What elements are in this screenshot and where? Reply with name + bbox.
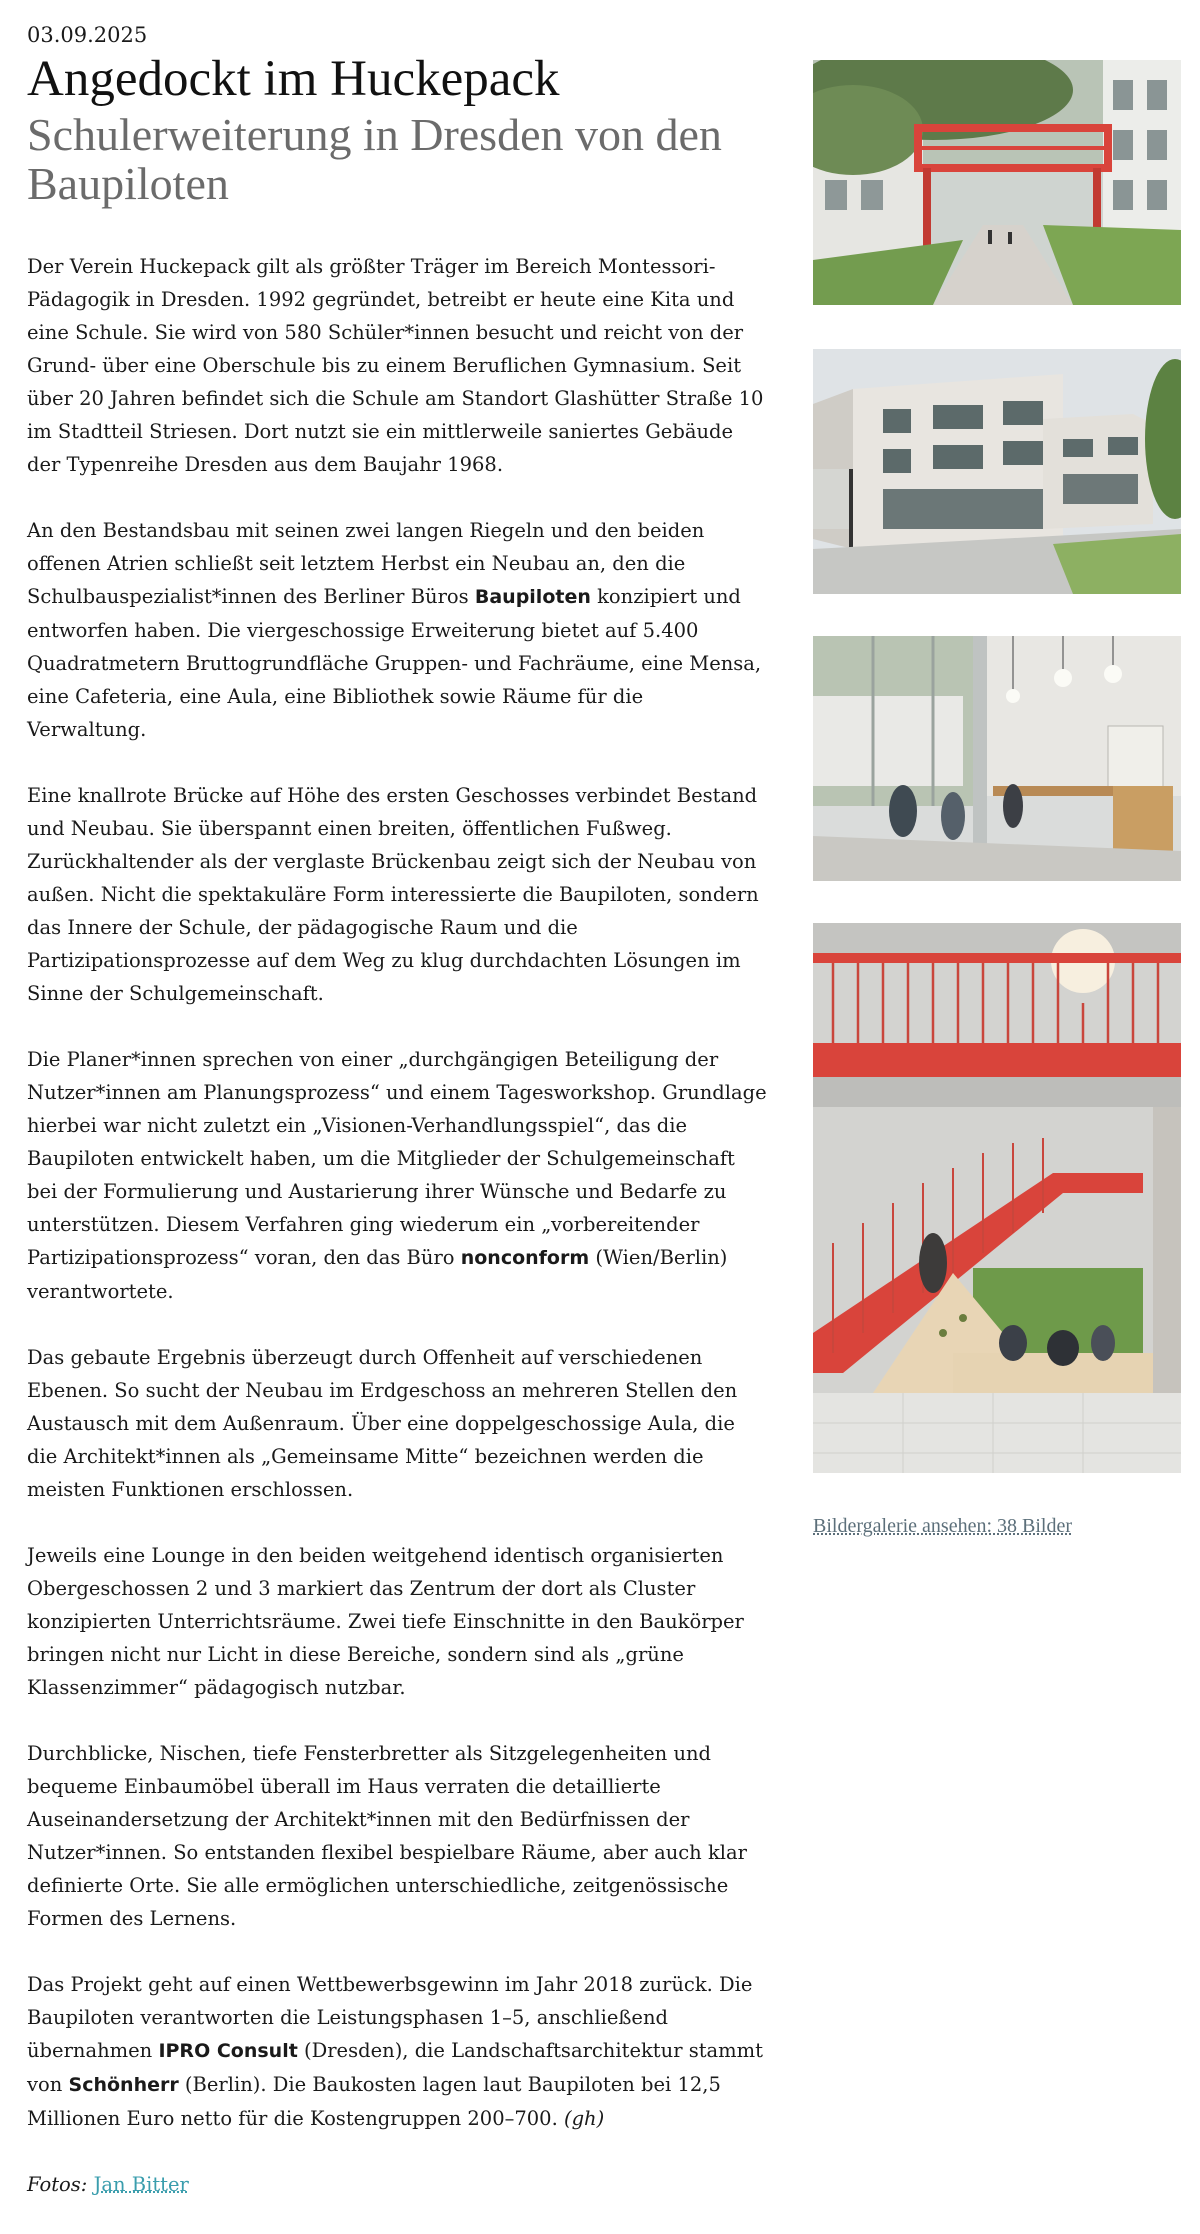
paragraph-7 xyxy=(27,1737,767,1935)
paragraph-8 xyxy=(27,1968,767,2135)
photo-credit xyxy=(27,2168,767,2201)
credit-label: Fotos: xyxy=(27,2173,88,2196)
paragraph-text: (Wien/Berlin) verantwortete. xyxy=(27,1246,728,1303)
photo-cafeteria-interior[interactable] xyxy=(813,636,1181,881)
paragraph-3 xyxy=(27,779,767,1010)
image-gallery xyxy=(813,60,1181,1539)
red-bridge-image xyxy=(813,60,1181,305)
paragraph-text: Eine knallrote Brücke auf Höhe des ersten Geschosses verbindet Bestand und Neubau. Sie überspannt einen breiten, öffentlichen Fußweg. Zurückhaltender als der verglaste Brückenbau zeigt sich der Neubau von außen. Nicht die spektakuläre Form interessierte die Baupiloten, sondern das Innere der Schule, der pädagogische Raum und die Partizipationsprozesse auf dem Weg zu klug durchdachten Lösungen im Sinne der Schulgemeinschaft. xyxy=(27,784,759,1005)
article xyxy=(27,22,767,2234)
article-date: 03.09.2025 xyxy=(27,23,148,47)
paragraph-text: Das gebaute Ergebnis überzeugt durch Offenheit auf verschiedenen Ebenen. So sucht der Neubau im Erdgeschoss an mehreren Stellen den Austausch mit dem Außenraum. Über eine doppelgeschossige Aula, die die Architekt*innen als „Gemeinsame Mitte“ bezeichnen werden die meisten Funktionen erschlossen. xyxy=(27,1346,738,1501)
paragraph-text: Durchblicke, Nischen, tiefe Fensterbretter als Sitzgelegenheiten und bequeme Einbaumöbel überall im Haus verraten die detaillierte Auseinandersetzung der Architekt*innen mit den Bedürfnissen der Nutzer*innen. So entstanden flexibel bespielbare Räume, aber auch klar definierte Orte. Sie alle ermöglichen unterschiedliche, zeitgenössische Formen des Lernens. xyxy=(27,1742,747,1930)
photographer-link[interactable]: Jan Bitter xyxy=(93,2173,189,2196)
paragraph-text: Jeweils eine Lounge in den beiden weitgehend identisch organisierten Obergeschossen 2 und 3 markiert das Zentrum der dort als Cluster konzipierten Unterrichtsräume. Zwei tiefe Einschnitte in den Baukörper bringen nicht nur Licht in diese Bereiche, sondern sind als „grüne Klassenzimmer“ pädagogisch nutzbar. xyxy=(27,1544,744,1699)
gallery-link[interactable]: Bildergalerie ansehen: 38 Bilder xyxy=(813,1515,1072,1537)
photo-building-exterior[interactable] xyxy=(813,349,1181,594)
paragraph-4 xyxy=(27,1043,767,1308)
paragraph-5 xyxy=(27,1341,767,1506)
paragraph-6 xyxy=(27,1539,767,1704)
article-title: Angedockt im Huckepack xyxy=(27,51,560,107)
paragraph-text: Der Verein Huckepack gilt als größter Träger im Bereich Montessori-Pädagogik in Dresden. 1992 gegründet, betreibt er heute eine Kita und eine Schule. Sie wird von 580 Schüler*innen besucht und reicht von der Grund- über eine Oberschule bis zu einem Beruflichen Gymnasium. Seit über 20 Jahren befindet sich die Schule am Standort Glashütter Straße 10 im Stadtteil Striesen. Dort nutzt sie ein mittlerweile saniertes Gebäude der Typenreihe Dresden aus dem Baujahr 1968. xyxy=(27,255,764,476)
paragraph-text: konzipiert und entworfen haben. Die viergeschossige Erweiterung bietet auf 5.400 Quadratmetern Bruttogrundfläche Gruppen- und Fachräume, eine Mensa, eine Cafeteria, eine Aula, eine Bibliothek sowie Räume für die Verwaltung. xyxy=(27,585,762,741)
author-initials: (gh) xyxy=(563,2107,605,2130)
firm-name-ipro: IPRO Consult xyxy=(158,2040,298,2062)
paragraph-text: An den Bestandsbau mit seinen zwei langen Riegeln und den beiden offenen Atrien schließt seit letztem Herbst ein Neubau an, den die Schulbauspezialist*innen des Berliner Büros xyxy=(27,519,705,608)
firm-name-nonconform: nonconform xyxy=(460,1247,590,1269)
stair-atrium-image xyxy=(813,923,1181,1473)
paragraph-1 xyxy=(27,250,767,481)
paragraph-text: (Dresden), die Landschaftsarchitektur stammt von xyxy=(27,2039,763,2096)
building-exterior-image xyxy=(813,349,1181,594)
firm-name-baupiloten: Baupiloten xyxy=(474,586,591,608)
paragraph-2 xyxy=(27,514,767,746)
firm-name-schoenherr: Schönherr xyxy=(68,2074,179,2096)
paragraph-text: (Berlin). Die Baukosten lagen laut Baupiloten bei 12,5 Millionen Euro netto für die Kostengruppen 200–700. xyxy=(27,2073,721,2130)
paragraph-text: Das Projekt geht auf einen Wettbewerbsgewinn im Jahr 2018 zurück. Die Baupiloten verantworten die Leistungsphasen 1–5, anschließend übernahmen xyxy=(27,1973,753,2062)
paragraph-text: Die Planer*innen sprechen von einer „durchgängigen Beteiligung der Nutzer*innen am Planungsprozess“ und einem Tagesworkshop. Grundlage hierbei war nicht zuletzt ein „Visionen-Verhandlungsspiel“, das die Baupiloten entwickelt haben, um die Mitglieder der Schulgemeinschaft bei der Formulierung und Austarierung ihrer Wünsche und Bedarfe zu unterstützen. Diesem Verfahren ging wiederum ein „vorbereitender Partizipationsprozess“ voran, den das Büro xyxy=(27,1048,767,1269)
photo-red-bridge[interactable] xyxy=(813,60,1181,305)
cafeteria-interior-image xyxy=(813,636,1181,881)
photo-stair-atrium[interactable] xyxy=(813,923,1181,1473)
article-subtitle: Schulerweiterung in Dresden von den Baupiloten xyxy=(27,109,722,209)
article-body xyxy=(27,250,767,2201)
